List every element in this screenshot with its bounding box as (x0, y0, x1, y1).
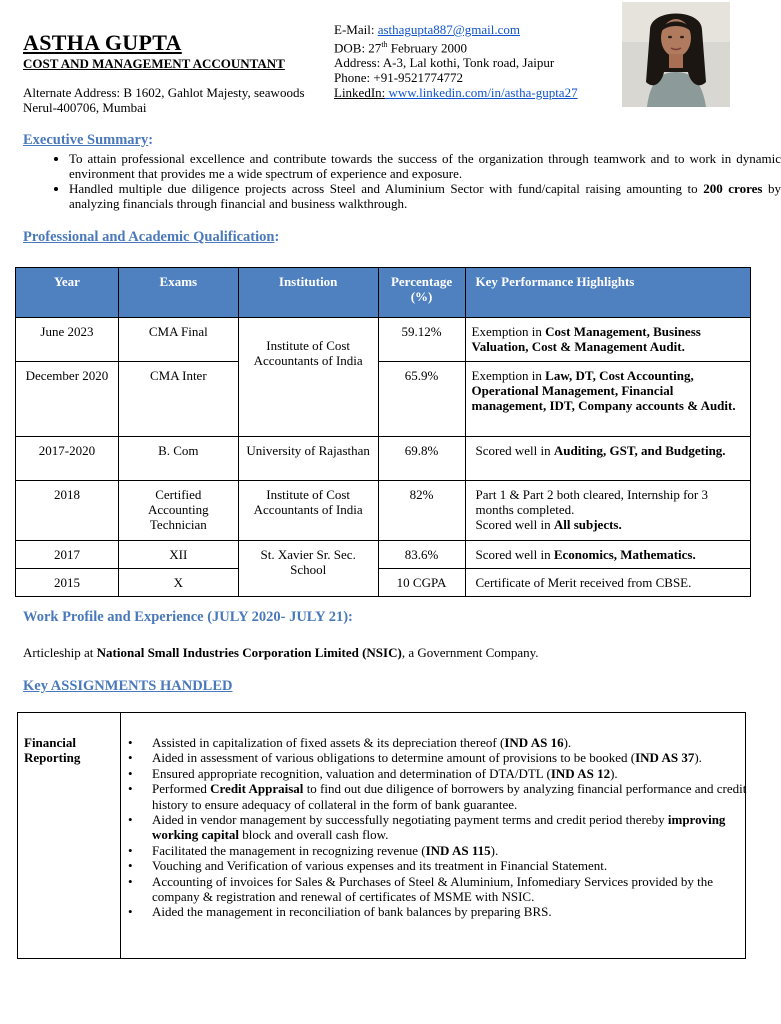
candidate-role: COST AND MANAGEMENT ACCOUNTANT (23, 56, 285, 71)
list-item: • Facilitated the management in recognizing revenue (IND AS 115). (152, 843, 756, 858)
column-header: Exams (118, 268, 238, 318)
table-row: 2017-2020 B. Com University of Rajasthan 69.8% Scored well in Auditing, GST, and Budgeting. (16, 437, 751, 481)
assignments-list (126, 735, 756, 920)
list-item: • Aided in assessment of various obligations to determine amount of provisions to be booked (IND AS 37). (152, 750, 756, 765)
column-header: Institution (238, 268, 378, 318)
table-row: June 2023 CMA Final Institute of Cost Accountants of India 59.12% Exemption in Cost Management, Business Valuation, Cost & Management Audit. (16, 318, 751, 362)
summary-heading: Executive Summary: (23, 132, 154, 148)
address-line: Address: A-3, Lal kothi, Tonk road, Jaipur (334, 55, 555, 71)
contact-block (334, 22, 619, 100)
candidate-name: ASTHA GUPTA (23, 30, 182, 55)
phone-line: Phone: +91-9521774772 (334, 70, 464, 86)
column-header: Percentage (%) (378, 268, 465, 318)
alternate-address: Alternate Address: B 1602, Gahlot Majesty, seawoods Nerul-400706, Mumbai (23, 85, 305, 115)
table-row: December 2020 CMA Inter 65.9% Exemption in Law, DT, Cost Accounting, Operational Management, Financial management, IDT, Company accounts & Audit. (16, 362, 751, 437)
summary-bullet: • To attain professional excellence and contribute towards the success of the organization through teamwork and to work in dynamic environment that provides me a wide spectrum of experience and exposure. (69, 151, 781, 181)
table-row: 2018 Certified Accounting Technician Institute of Cost Accountants of India 82% Part 1 & Part 2 both cleared, Internship for 3 months completed. Scored well in All subjects. (16, 481, 751, 541)
profile-photo (622, 2, 730, 107)
summary-list (23, 151, 781, 211)
assignments-heading: Key ASSIGNMENTS HANDLED (23, 678, 233, 694)
work-heading: Work Profile and Experience (JULY 2020- JULY 21): (23, 609, 353, 625)
dob-line: DOB: 27th February 2000 (334, 40, 467, 56)
column-header: Key Performance Highlights (465, 268, 751, 318)
assignments-label: Financial Reporting (18, 713, 121, 958)
qualification-heading: Professional and Academic Qualification: (23, 229, 280, 245)
assignments-table (17, 712, 746, 959)
list-item: • Vouching and Verification of various expenses and its treatment in Financial Statement. (152, 858, 756, 873)
linkedin-line: LinkedIn: www.linkedin.com/in/astha-gupta27 (334, 85, 578, 101)
summary-bullet: • Handled multiple due diligence projects across Steel and Aluminium Sector with fund/capital raising amounting to 200 crores by analyzing financials through financial and business walkthrough. (69, 181, 781, 211)
qualification-table (15, 267, 751, 597)
linkedin-link[interactable]: www.linkedin.com/in/astha-gupta27 (385, 85, 578, 101)
list-item: • Assisted in capitalization of fixed assets & its depreciation thereof (IND AS 16). (152, 735, 756, 750)
email-link[interactable]: asthagupta887@gmail.com (377, 22, 520, 37)
table-row: 2017 XII St. Xavier Sr. Sec. School 83.6% Scored well in Economics, Mathematics. (16, 541, 751, 569)
column-header: Year (16, 268, 119, 318)
list-item: • Performed Credit Appraisal to find out due diligence of borrowers by analyzing financial performance and credit history to ensure adequacy of collateral in the form of bank guarantee. (152, 781, 756, 812)
work-line: Articleship at National Small Industries Corporation Limited (NSIC), a Government Company. (23, 645, 539, 660)
list-item: • Aided the management in reconciliation of bank balances by preparing BRS. (152, 904, 756, 919)
list-item: • Ensured appropriate recognition, valuation and determination of DTA/DTL (IND AS 12). (152, 766, 756, 781)
email-line: E-Mail: asthagupta887@gmail.com (334, 22, 520, 37)
list-item: • Aided in vendor management by successfully negotiating payment terms and credit period thereby improving working capital block and overall cash flow. (152, 812, 756, 843)
table-row: 2015 X 10 CGPA Certificate of Merit received from CBSE. (16, 569, 751, 597)
table-header-row (16, 268, 751, 318)
list-item: • Accounting of invoices for Sales & Purchases of Steel & Aluminium, Infomediary Services provided by the company & registration and renewal of certificates of MSME with NSIC. (152, 874, 756, 905)
